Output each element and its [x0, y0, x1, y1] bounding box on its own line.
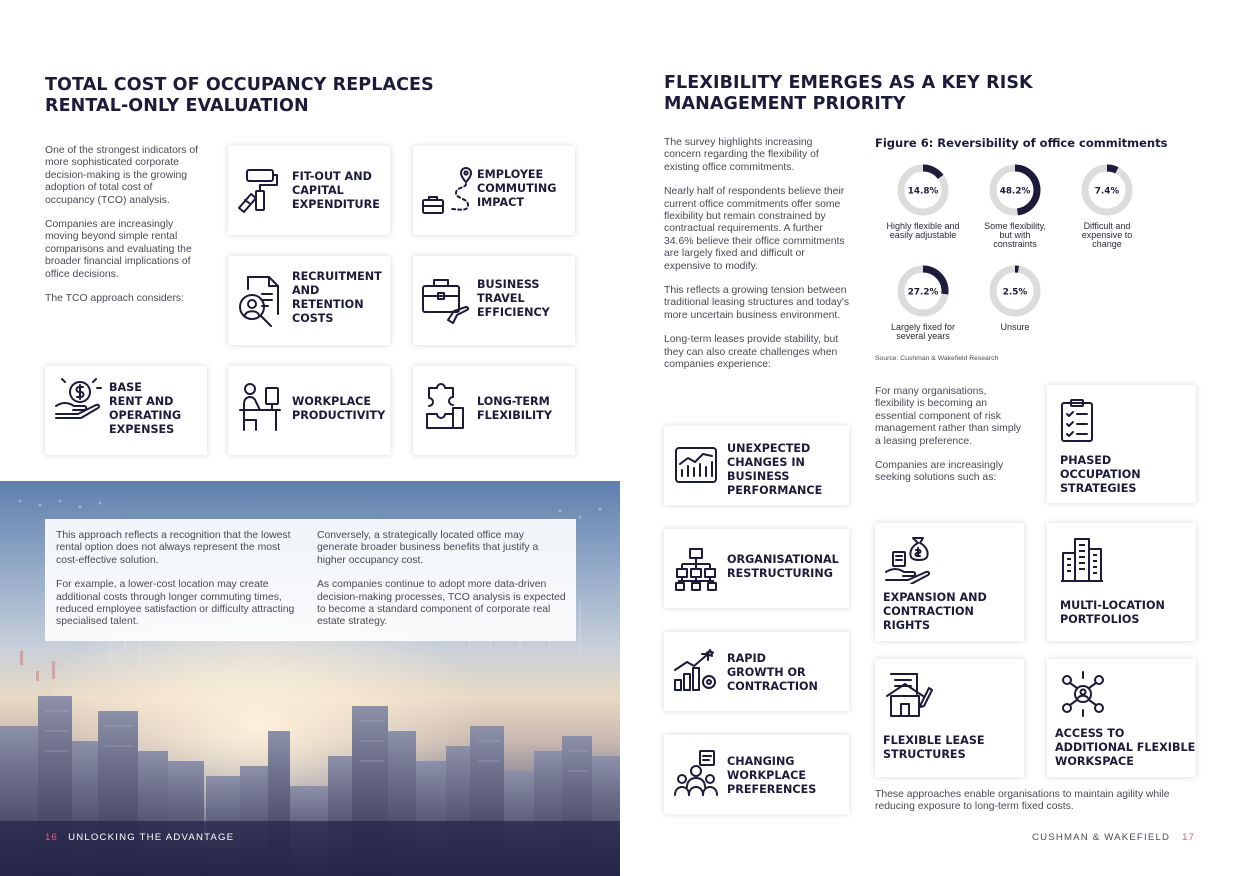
card-organisational-restructuring	[664, 529, 849, 608]
donut-category-label: change	[1092, 239, 1122, 249]
card-label: UNEXPECTED CHANGES IN BUSINESS PERFORMANCE	[727, 442, 823, 497]
intro-paragraph: One of the strongest indicators of more sophisticated corporate decision-making is the growing adoption of total cost of occupancy (TCO) analysis.	[45, 145, 199, 206]
paint-roller-icon	[235, 166, 283, 214]
donut-2	[1082, 168, 1133, 249]
figure-title: Figure 6: Reversibility of office commitments	[875, 136, 1168, 150]
donut-category-label: easily adjustable	[889, 230, 957, 240]
left-page-title: TOTAL COST OF OCCUPANCY REPLACES RENTAL-ONLY EVALUATION	[45, 75, 434, 116]
card-label: FLEXIBLE LEASE STRUCTURES	[883, 734, 985, 761]
donut-4	[993, 269, 1037, 332]
footer-brand: CUSHMAN & WAKEFIELD	[1032, 832, 1171, 843]
overlay-paragraph: Conversely, a strategically located office may generate broader business benefits that justify a higher occupancy cost.	[317, 530, 539, 566]
people-group-icon	[672, 749, 720, 801]
card-label: ACCESS TO ADDITIONAL FLEXIBLE WORKSPACE	[1055, 727, 1196, 768]
overlay-column-left	[56, 530, 302, 641]
donut-0	[886, 168, 959, 240]
closing-text: These approaches enable organisations to maintain agility while reducing exposure to long-term fixed costs.	[875, 789, 1170, 813]
donut-value-label: 27.2%	[907, 287, 939, 298]
intro-paragraph: Companies are increasingly moving beyond simple rental comparisons and evaluating the broader financial implications of office decisions.	[45, 219, 192, 280]
donut-value-label: 7.4%	[1094, 186, 1120, 197]
card-expansion-rights	[875, 523, 1024, 641]
card-label: PHASED OCCUPATION STRATEGIES	[1060, 454, 1141, 495]
card-workplace-productivity	[228, 366, 390, 455]
footer-title: UNLOCKING THE ADVANTAGE	[68, 832, 235, 843]
card-phased-occupation	[1047, 385, 1196, 503]
card-flexible-workspace	[1047, 659, 1196, 777]
card-label: BUSINESS TRAVEL EFFICIENCY	[477, 278, 550, 319]
card-label: EXPANSION AND CONTRACTION RIGHTS	[883, 591, 987, 632]
intro-paragraph: Long-term leases provide stability, but they can also create challenges when companies experience:	[664, 334, 839, 371]
card-multi-location	[1047, 523, 1196, 641]
card-recruitment	[228, 256, 390, 345]
donut-category-label: several years	[896, 331, 950, 341]
intro-paragraph: Nearly half of respondents believe their current office commitments offer some flexibility but remain constrained by contractual requirements. A further 34.6% believe their office commitments are largely fixed and difficult or expensive to modify.	[664, 186, 845, 272]
left-intro-text	[45, 145, 203, 317]
person-desk-icon	[236, 380, 282, 434]
card-fit-out	[228, 146, 390, 235]
donut-category-label: Largely fixed for	[890, 322, 956, 332]
donut-category-label: Unsure	[1000, 322, 1030, 332]
donut-category-label: Difficult and	[1083, 221, 1131, 231]
card-label: CHANGING WORKPLACE PREFERENCES	[727, 755, 817, 796]
card-label: ORGANISATIONAL RESTRUCTURING	[727, 553, 839, 580]
flex-paragraph: For many organisations, flexibility is becoming an essential component of risk management rather than simply a leasing preference.	[875, 386, 1022, 447]
card-label: LONG-TERM FLEXIBILITY	[477, 395, 552, 422]
overlay-paragraph: This approach reflects a recognition that the lowest rental option does not always represent the most cost-effective solution.	[56, 530, 291, 566]
donut-value-label: 2.5%	[1002, 287, 1028, 298]
right-footer	[1032, 832, 1195, 843]
checklist-icon	[1059, 398, 1097, 444]
donut-category-label: Some flexibility,	[984, 221, 1046, 231]
flex-text	[875, 386, 1025, 497]
donut-category-label: Highly flexible and	[886, 221, 960, 231]
chart-source: Source: Cushman & Wakefield Research	[875, 355, 999, 362]
lease-document-icon	[883, 670, 933, 718]
briefcase-plane-icon	[420, 274, 470, 326]
reversibility-donut-chart	[868, 155, 1198, 355]
page-number: 17	[1182, 832, 1196, 843]
card-label: RECRUITMENT AND RETENTION COSTS	[292, 270, 382, 325]
left-footer	[45, 832, 234, 843]
overlay-paragraph: As companies continue to adopt more data-driven decision-making processes, TCO analysis is expected to become a standard component of corporate real estate strategy.	[317, 579, 566, 628]
donut-segment	[1107, 168, 1117, 170]
buildings-icon	[1059, 535, 1105, 583]
card-flexible-lease	[875, 659, 1024, 777]
card-base-rent	[45, 366, 207, 455]
card-long-term-flexibility	[413, 366, 575, 455]
resume-search-icon	[235, 274, 285, 328]
card-business-travel	[413, 256, 575, 345]
card-rapid-growth	[664, 632, 849, 711]
donut-segment	[923, 168, 941, 177]
card-commuting	[413, 146, 575, 235]
page-number: 16	[45, 832, 59, 843]
donut-value-label: 48.2%	[999, 186, 1031, 197]
card-label: WORKPLACE PRODUCTIVITY	[292, 395, 386, 422]
org-chart-icon	[674, 547, 718, 591]
overlay-column-right	[317, 530, 567, 641]
intro-paragraph: This reflects a growing tension between traditional leasing structures and today's more uncertain business environment.	[664, 285, 850, 321]
donut-category-label: expensive to	[1081, 230, 1133, 240]
growth-bars-icon	[672, 648, 718, 694]
card-changing-preferences	[664, 735, 849, 814]
donut-value-label: 14.8%	[907, 186, 939, 197]
card-label: EMPLOYEE COMMUTING IMPACT	[477, 168, 557, 209]
donut-1	[984, 168, 1046, 249]
card-label: BASE RENT AND OPERATING EXPENSES	[109, 381, 182, 436]
intro-paragraph: The survey highlights increasing concern regarding the flexibility of existing office commitments.	[664, 137, 819, 173]
puzzle-icon	[423, 380, 467, 432]
card-label: FIT-OUT AND CAPITAL EXPENDITURE	[292, 170, 380, 211]
right-intro-text	[664, 137, 850, 384]
flex-paragraph: Companies are increasingly seeking solutions such as:	[875, 460, 1004, 484]
right-page-title: FLEXIBILITY EMERGES AS A KEY RISK MANAGEMENT PRIORITY	[664, 73, 1033, 114]
commute-route-icon	[420, 164, 472, 216]
donut-category-label: but with	[999, 230, 1031, 240]
card-unexpected-changes	[664, 426, 849, 505]
connected-people-icon	[1059, 670, 1107, 718]
donut-3	[891, 269, 955, 341]
intro-paragraph: The TCO approach considers:	[45, 293, 184, 305]
donut-category-label: constraints	[993, 239, 1037, 249]
performance-chart-icon	[674, 444, 718, 486]
money-hand-icon	[53, 376, 105, 420]
overlay-paragraph: For example, a lower-cost location may create additional costs through longer commuting times, reduced employee satisfaction or difficulty attracting specialised talent.	[56, 579, 295, 628]
money-bag-hand-icon	[883, 534, 933, 584]
card-label: RAPID GROWTH OR CONTRACTION	[727, 652, 818, 693]
card-label: MULTI-LOCATION PORTFOLIOS	[1060, 599, 1165, 626]
